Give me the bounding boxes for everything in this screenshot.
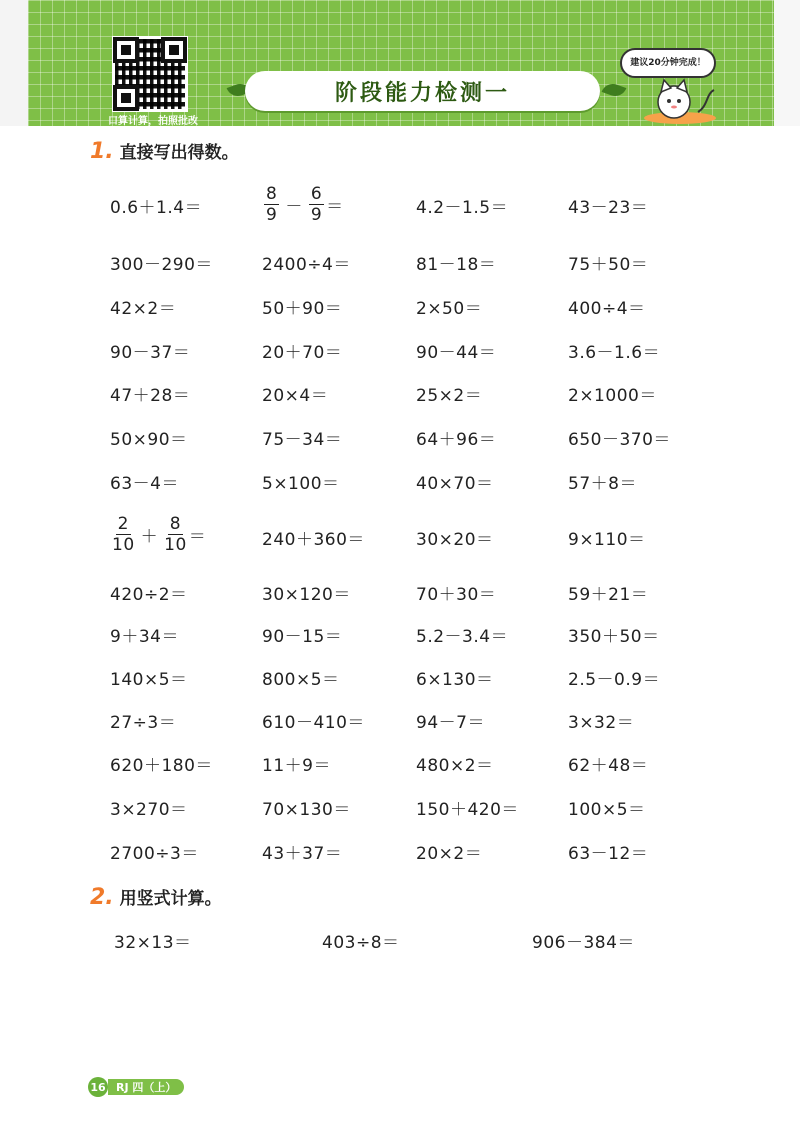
- problem-r9-c0: 9＋34＝: [110, 627, 179, 647]
- section-label: 直接写出得数。: [119, 143, 239, 163]
- denominator: 9: [266, 205, 278, 225]
- problem-r10-c0: 140×5＝: [110, 670, 188, 690]
- problem-r10-c3: 2.5－0.9＝: [568, 670, 661, 690]
- problem-r4-c2: 25×2＝: [416, 386, 483, 406]
- problem-r6-c2: 40×70＝: [416, 474, 494, 494]
- numerator: 2: [117, 514, 129, 534]
- edition-tag: RJ 四（上）: [108, 1079, 184, 1095]
- numerator: 8: [169, 514, 182, 534]
- equals-sign: ＝: [326, 197, 344, 217]
- problem-r11-c1: 610－410＝: [262, 713, 365, 733]
- problem-r8-c1: 30×120＝: [262, 585, 351, 605]
- problem-r3-c0: 90－37＝: [110, 343, 191, 363]
- problem-r2-c1: 50＋90＝: [262, 299, 343, 319]
- section-2-title: [90, 884, 222, 910]
- problem-r8-c0: 420÷2＝: [110, 585, 188, 605]
- numerator: 6: [310, 184, 323, 204]
- problem-r12-c0: 620＋180＝: [110, 756, 213, 776]
- qr-caption: 口算计算，拍照批改: [108, 116, 198, 127]
- problem-r12-c2: 480×2＝: [416, 756, 494, 776]
- denominator: 10: [112, 535, 135, 555]
- problem-r13-c0: 3×270＝: [110, 800, 188, 820]
- problem-r10-c1: 800×5＝: [262, 670, 340, 690]
- vertical-calc-problem: 403÷8＝: [322, 933, 400, 953]
- section-1-title: [90, 138, 239, 164]
- qr-corner: [161, 37, 187, 63]
- problem-r8-c2: 70＋30＝: [416, 585, 497, 605]
- fraction-problem-2: [110, 514, 206, 555]
- problem-r13-c1: 70×130＝: [262, 800, 351, 820]
- problem-r6-c3: 57＋8＝: [568, 474, 637, 494]
- fraction-problem-1: [262, 184, 344, 225]
- problem-r0-c0: 0.6＋1.4＝: [110, 198, 203, 218]
- fraction: [264, 184, 279, 225]
- qr-corner: [113, 37, 139, 63]
- problem-r14-c1: 43＋37＝: [262, 844, 343, 864]
- operator: ＋: [140, 527, 159, 547]
- problem-r5-c0: 50×90＝: [110, 430, 188, 450]
- problem-r13-c3: 100×5＝: [568, 800, 646, 820]
- problem-r14-c2: 20×2＝: [416, 844, 483, 864]
- vertical-calc-problem: 906－384＝: [532, 933, 635, 953]
- problem-r0-c3: 43－23＝: [568, 198, 649, 218]
- problem-r5-c1: 75－34＝: [262, 430, 343, 450]
- problem-r14-c3: 63－12＝: [568, 844, 649, 864]
- problem-r1-c1: 2400÷4＝: [262, 255, 351, 275]
- fraction: [112, 514, 135, 555]
- problem-r4-c3: 2×1000＝: [568, 386, 657, 406]
- problem-r7-c2: 30×20＝: [416, 530, 494, 550]
- denominator: 9: [310, 205, 323, 225]
- problem-r2-c0: 42×2＝: [110, 299, 177, 319]
- problem-r4-c1: 20×4＝: [262, 386, 329, 406]
- problem-r3-c1: 20＋70＝: [262, 343, 343, 363]
- problem-r3-c3: 3.6－1.6＝: [568, 343, 661, 363]
- page-title: 阶段能力检测一: [245, 71, 600, 111]
- page-edge-right: [774, 0, 800, 126]
- fraction: [164, 514, 187, 555]
- numerator: 8: [266, 184, 278, 204]
- qr-code[interactable]: [112, 36, 188, 112]
- problem-r3-c2: 90－44＝: [416, 343, 497, 363]
- problem-r6-c0: 63－4＝: [110, 474, 179, 494]
- problem-r4-c0: 47＋28＝: [110, 386, 191, 406]
- page-edge-left: [0, 0, 28, 126]
- problem-r12-c1: 11＋9＝: [262, 756, 331, 776]
- page-number: 16: [88, 1077, 108, 1097]
- equals-sign: ＝: [188, 527, 207, 547]
- problem-r14-c0: 2700÷3＝: [110, 844, 199, 864]
- problem-r9-c1: 90－15＝: [262, 627, 343, 647]
- problem-r11-c0: 27÷3＝: [110, 713, 177, 733]
- vertical-calc-problem: 32×13＝: [114, 933, 192, 953]
- problem-r9-c2: 5.2－3.4＝: [416, 627, 509, 647]
- problem-r13-c2: 150＋420＝: [416, 800, 519, 820]
- operator: －: [285, 197, 303, 217]
- problem-r1-c2: 81－18＝: [416, 255, 497, 275]
- section-number: 1.: [90, 139, 114, 164]
- cat-mascot-icon: [636, 72, 724, 124]
- problem-r10-c2: 6×130＝: [416, 670, 494, 690]
- denominator: 10: [164, 535, 187, 555]
- section-number: 2.: [90, 885, 114, 910]
- fraction: [309, 184, 324, 225]
- section-label: 用竖式计算。: [119, 889, 222, 909]
- problem-r6-c1: 5×100＝: [262, 474, 340, 494]
- time-suggestion-bubble: 建议20分钟完成！: [620, 48, 716, 78]
- problem-r12-c3: 62＋48＝: [568, 756, 649, 776]
- problem-r1-c3: 75＋50＝: [568, 255, 649, 275]
- problem-r1-c0: 300－290＝: [110, 255, 213, 275]
- qr-corner: [113, 85, 139, 111]
- problem-r5-c2: 64＋96＝: [416, 430, 497, 450]
- problem-r9-c3: 350＋50＝: [568, 627, 660, 647]
- problem-r2-c3: 400÷4＝: [568, 299, 646, 319]
- problem-r2-c2: 2×50＝: [416, 299, 483, 319]
- problem-r11-c2: 94－7＝: [416, 713, 485, 733]
- problem-r11-c3: 3×32＝: [568, 713, 635, 733]
- problem-r5-c3: 650－370＝: [568, 430, 671, 450]
- problem-r7-c3: 9×110＝: [568, 530, 646, 550]
- problem-r0-c2: 4.2－1.5＝: [416, 198, 509, 218]
- problem-r7-c1: 240＋360＝: [262, 530, 365, 550]
- problem-r8-c3: 59＋21＝: [568, 585, 649, 605]
